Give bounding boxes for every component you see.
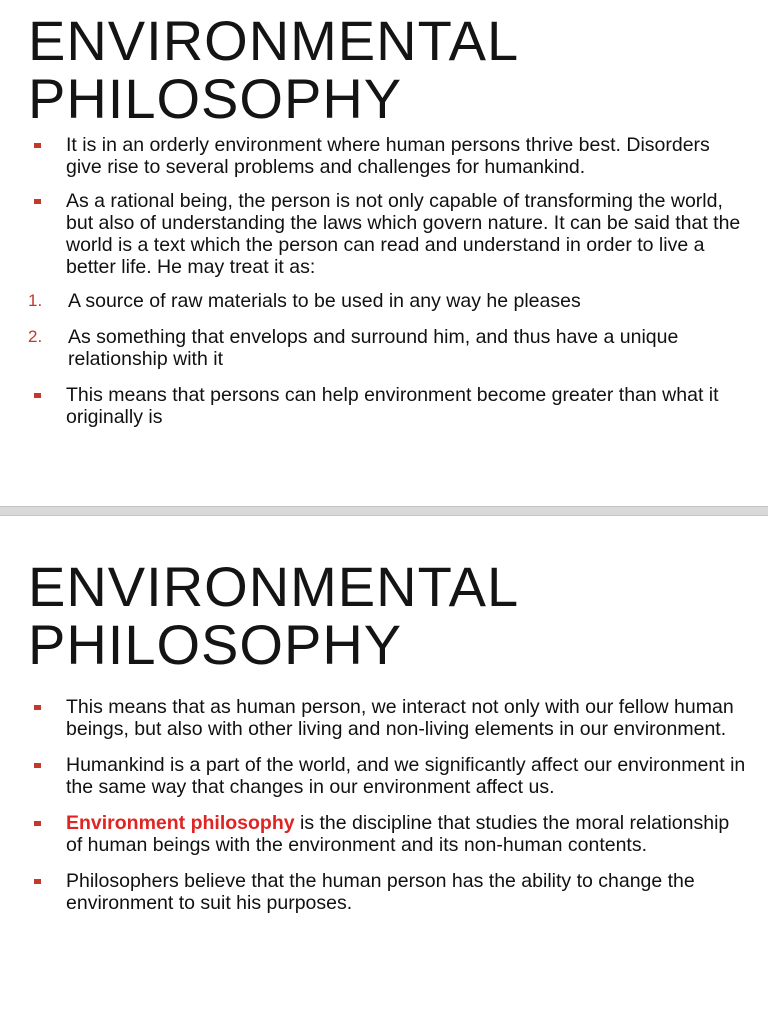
slide-2 xyxy=(0,516,768,1024)
list-item-text: Philosophers believe that the human person has the ability to change the environment to suit his purposes. xyxy=(66,870,695,914)
list-number: 1. xyxy=(28,291,43,310)
bullet-list xyxy=(28,696,748,914)
list-item xyxy=(28,190,748,278)
list-item xyxy=(28,290,748,312)
title-line-2: PHILOSOPHY xyxy=(28,613,403,676)
list-item xyxy=(28,812,748,856)
highlighted-term: Environment philosophy xyxy=(66,812,295,834)
bullet-icon xyxy=(34,763,41,768)
list-item xyxy=(28,326,748,370)
list-item-text: It is in an orderly environment where human persons thrive best. Disorders give rise to several problems and challenges for humankind. xyxy=(66,134,710,178)
slide-title xyxy=(28,555,748,676)
bullet-icon xyxy=(34,199,41,204)
list-item-text: A source of raw materials to be used in any way he pleases xyxy=(68,290,581,312)
bullet-icon xyxy=(34,879,41,884)
list-item-text: This means that persons can help environment become greater than what it originally is xyxy=(66,384,719,428)
list-number: 2. xyxy=(28,327,43,346)
list-item-text: As something that envelops and surround him, and thus have a unique relationship with it xyxy=(68,326,679,370)
bullet-icon xyxy=(34,821,41,826)
slide-divider xyxy=(0,506,768,516)
title-line-2: PHILOSOPHY xyxy=(28,67,403,130)
list-item-text: is the discipline that studies the moral relationship of human beings with the environment and its non-human contents. xyxy=(66,812,730,856)
bullet-list xyxy=(28,134,748,428)
list-item xyxy=(28,754,748,798)
bullet-icon xyxy=(34,705,41,710)
list-item-text: Humankind is a part of the world, and we significantly affect our environment in the same way that changes in our environment affect us. xyxy=(66,754,746,798)
bullet-icon xyxy=(34,393,41,398)
slide-title xyxy=(28,9,748,130)
list-item xyxy=(28,384,748,428)
list-item xyxy=(28,870,748,914)
title-line-1: ENVIRONMENTAL xyxy=(28,9,520,72)
bullet-icon xyxy=(34,143,41,148)
slide-1 xyxy=(0,0,768,506)
title-line-1: ENVIRONMENTAL xyxy=(28,555,520,618)
list-item-text: As a rational being, the person is not only capable of transforming the world, but also of understanding the laws which govern nature. It can be said that the world is a text which the person can read and understand in order to live a better life. He may treat it as: xyxy=(66,190,741,278)
list-item-text: This means that as human person, we interact not only with our fellow human beings, but also with other living and non-living elements in our environment. xyxy=(66,696,734,740)
list-item xyxy=(28,134,748,178)
list-item xyxy=(28,696,748,740)
